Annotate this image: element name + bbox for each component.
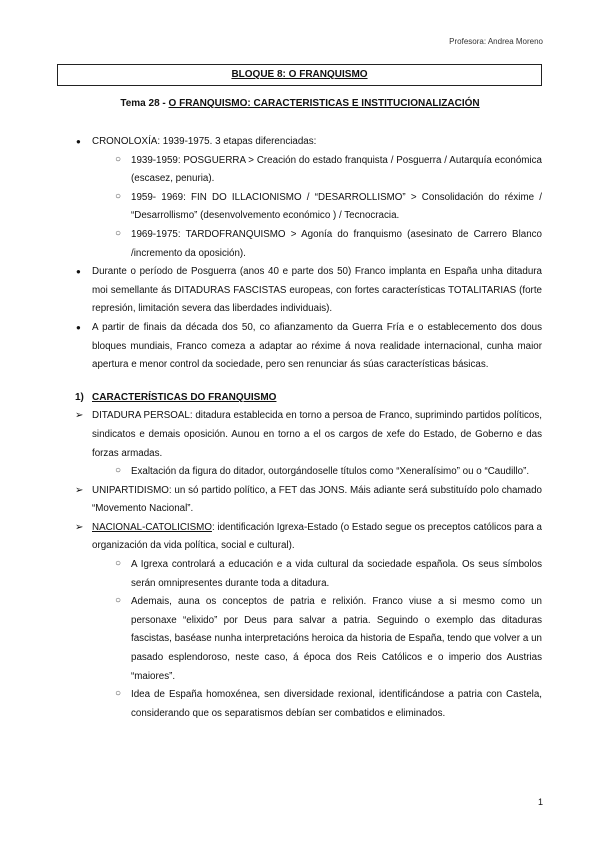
title-box [57,64,542,86]
ditadura-text: DITADURA PERSOAL: ditadura establecida en torno a persoa de Franco, suprimindo partidos políticos, sindicatos e demais oposición. Aunou en torno a el os cargos de xefe do Estado, de Goberno e das forzas armadas. [92,410,542,459]
list-item [0,463,600,482]
list-item [0,133,600,152]
nacional-catolicismo-text: : identificación Igrexa-Estado (o Estado segue os preceptos católicos para a organización da vida política, social e cultural). [92,521,542,552]
guerra-fria-text: A partir de finais da década dos 50, co afianzamento da Guerra Fría e o establecemento dos dous bloques mundiais, Franco comeza a adaptar ao réxime á nova realidade internacional, cunha maior apertura e menor control da sociedade, pero sen renunciar ás súas características básicas. [92,321,542,371]
circle-bullet-icon: ○ [115,190,122,202]
page-title: BLOQUE 8: O FRANQUISMO [231,69,368,80]
subtitle [0,98,600,109]
list-item [0,189,600,226]
posguerra-text: Durante o período de Posguerra (anos 40 e parte dos 50) Franco implanta en España unha ditadura moi semellante ás DITADURAS FASCISTAS europeas, con fortes características TOTALITARIAS (forte represión, limitación severa das liberdades individuais). [92,266,542,315]
subtitle-prefix: Tema 28 - [120,98,169,109]
exaltacion-text: Exaltación da figura do ditador, outorgándoselle títulos como “Xeneralísimo” ou o “Caudillo”. [131,466,530,478]
list-item [0,556,600,593]
unipartidismo-text: UNIPARTIDISMO: un só partido político, a FET das JONS. Máis adiante será substituído polo chamado “Movemento Nacional”. [92,484,542,515]
subtitle-text: O FRANQUISMO: CARACTERISTICAS E INSTITUCIONALIZACIÓN [168,98,480,109]
section-title: CARACTERÍSTICAS DO FRANQUISMO [92,391,277,403]
nacional-catolicismo-label: NACIONAL-CATOLICISMO [92,521,212,533]
list-item [0,686,600,723]
list-item [0,152,600,189]
bullet-icon: ● [76,322,81,332]
stage-text: 1939-1959: POSGUERRA > Creación do estado franquista / Posguerra / Autarquía económica (escasez, penuria). [131,154,542,185]
section-heading [0,389,600,408]
circle-bullet-icon: ○ [115,688,122,700]
page-number: 1 [537,797,543,807]
arrow-bullet-icon: ➢ [75,521,84,533]
patria-text: Ademais, auna os conceptos de patria e relixión. Franco viuse a si mesmo como un personaxe “elixido” por Deus para salvar a patria. Seguindo o exemplo das ditaduras fascistas, baséase nunha interpretacións heroica da historia de España, tendo que volver a un pasado esplendoroso, neste caso, á época dos Reis Católicos e o imperio dos Austrias “maiores”. [131,596,542,682]
circle-bullet-icon: ○ [115,153,122,165]
list-item [0,593,600,686]
list-item [0,263,600,319]
cronoloxia-text: CRONOLOXÍA: 1939-1975. 3 etapas diferenciadas: [92,136,317,147]
list-item [0,319,600,375]
circle-bullet-icon: ○ [115,595,122,607]
arrow-bullet-icon: ➢ [75,410,84,422]
section-number: 1) [75,391,84,403]
arrow-bullet-icon: ➢ [75,484,84,496]
stage-text: 1959- 1969: FIN DO ILLACIONISMO / “DESARROLLISMO” > Consolidación do réxime / “Desarrollismo” (desenvolvemento económico ) / Tecnocracia. [131,191,542,222]
idea-text: Idea de España homoxénea, sen diversidade rexional, identificándose a patria con Castela, considerando que os separatismos debían ser combatidos e eliminados. [131,689,542,719]
list-item [0,407,600,463]
circle-bullet-icon: ○ [115,465,122,477]
list-item [0,482,600,519]
list-item [0,519,600,556]
circle-bullet-icon: ○ [115,558,122,570]
circle-bullet-icon: ○ [115,227,122,239]
author-header: Profesora: Andrea Moreno [449,37,543,46]
stage-text: 1969-1975: TARDOFRANQUISMO > Agonía do franquismo (asesinato de Carrero Blanco /incremento da oposición). [131,228,542,259]
bullet-icon: ● [76,267,81,277]
list-item [0,226,600,263]
igrexa-text: A Igrexa controlará a educación e a vida cultural da sociedade española. Os seus símbolos serán omnipresentes durante toda a ditadura. [131,559,542,589]
document-body [0,133,600,723]
bullet-icon: ● [76,137,81,146]
